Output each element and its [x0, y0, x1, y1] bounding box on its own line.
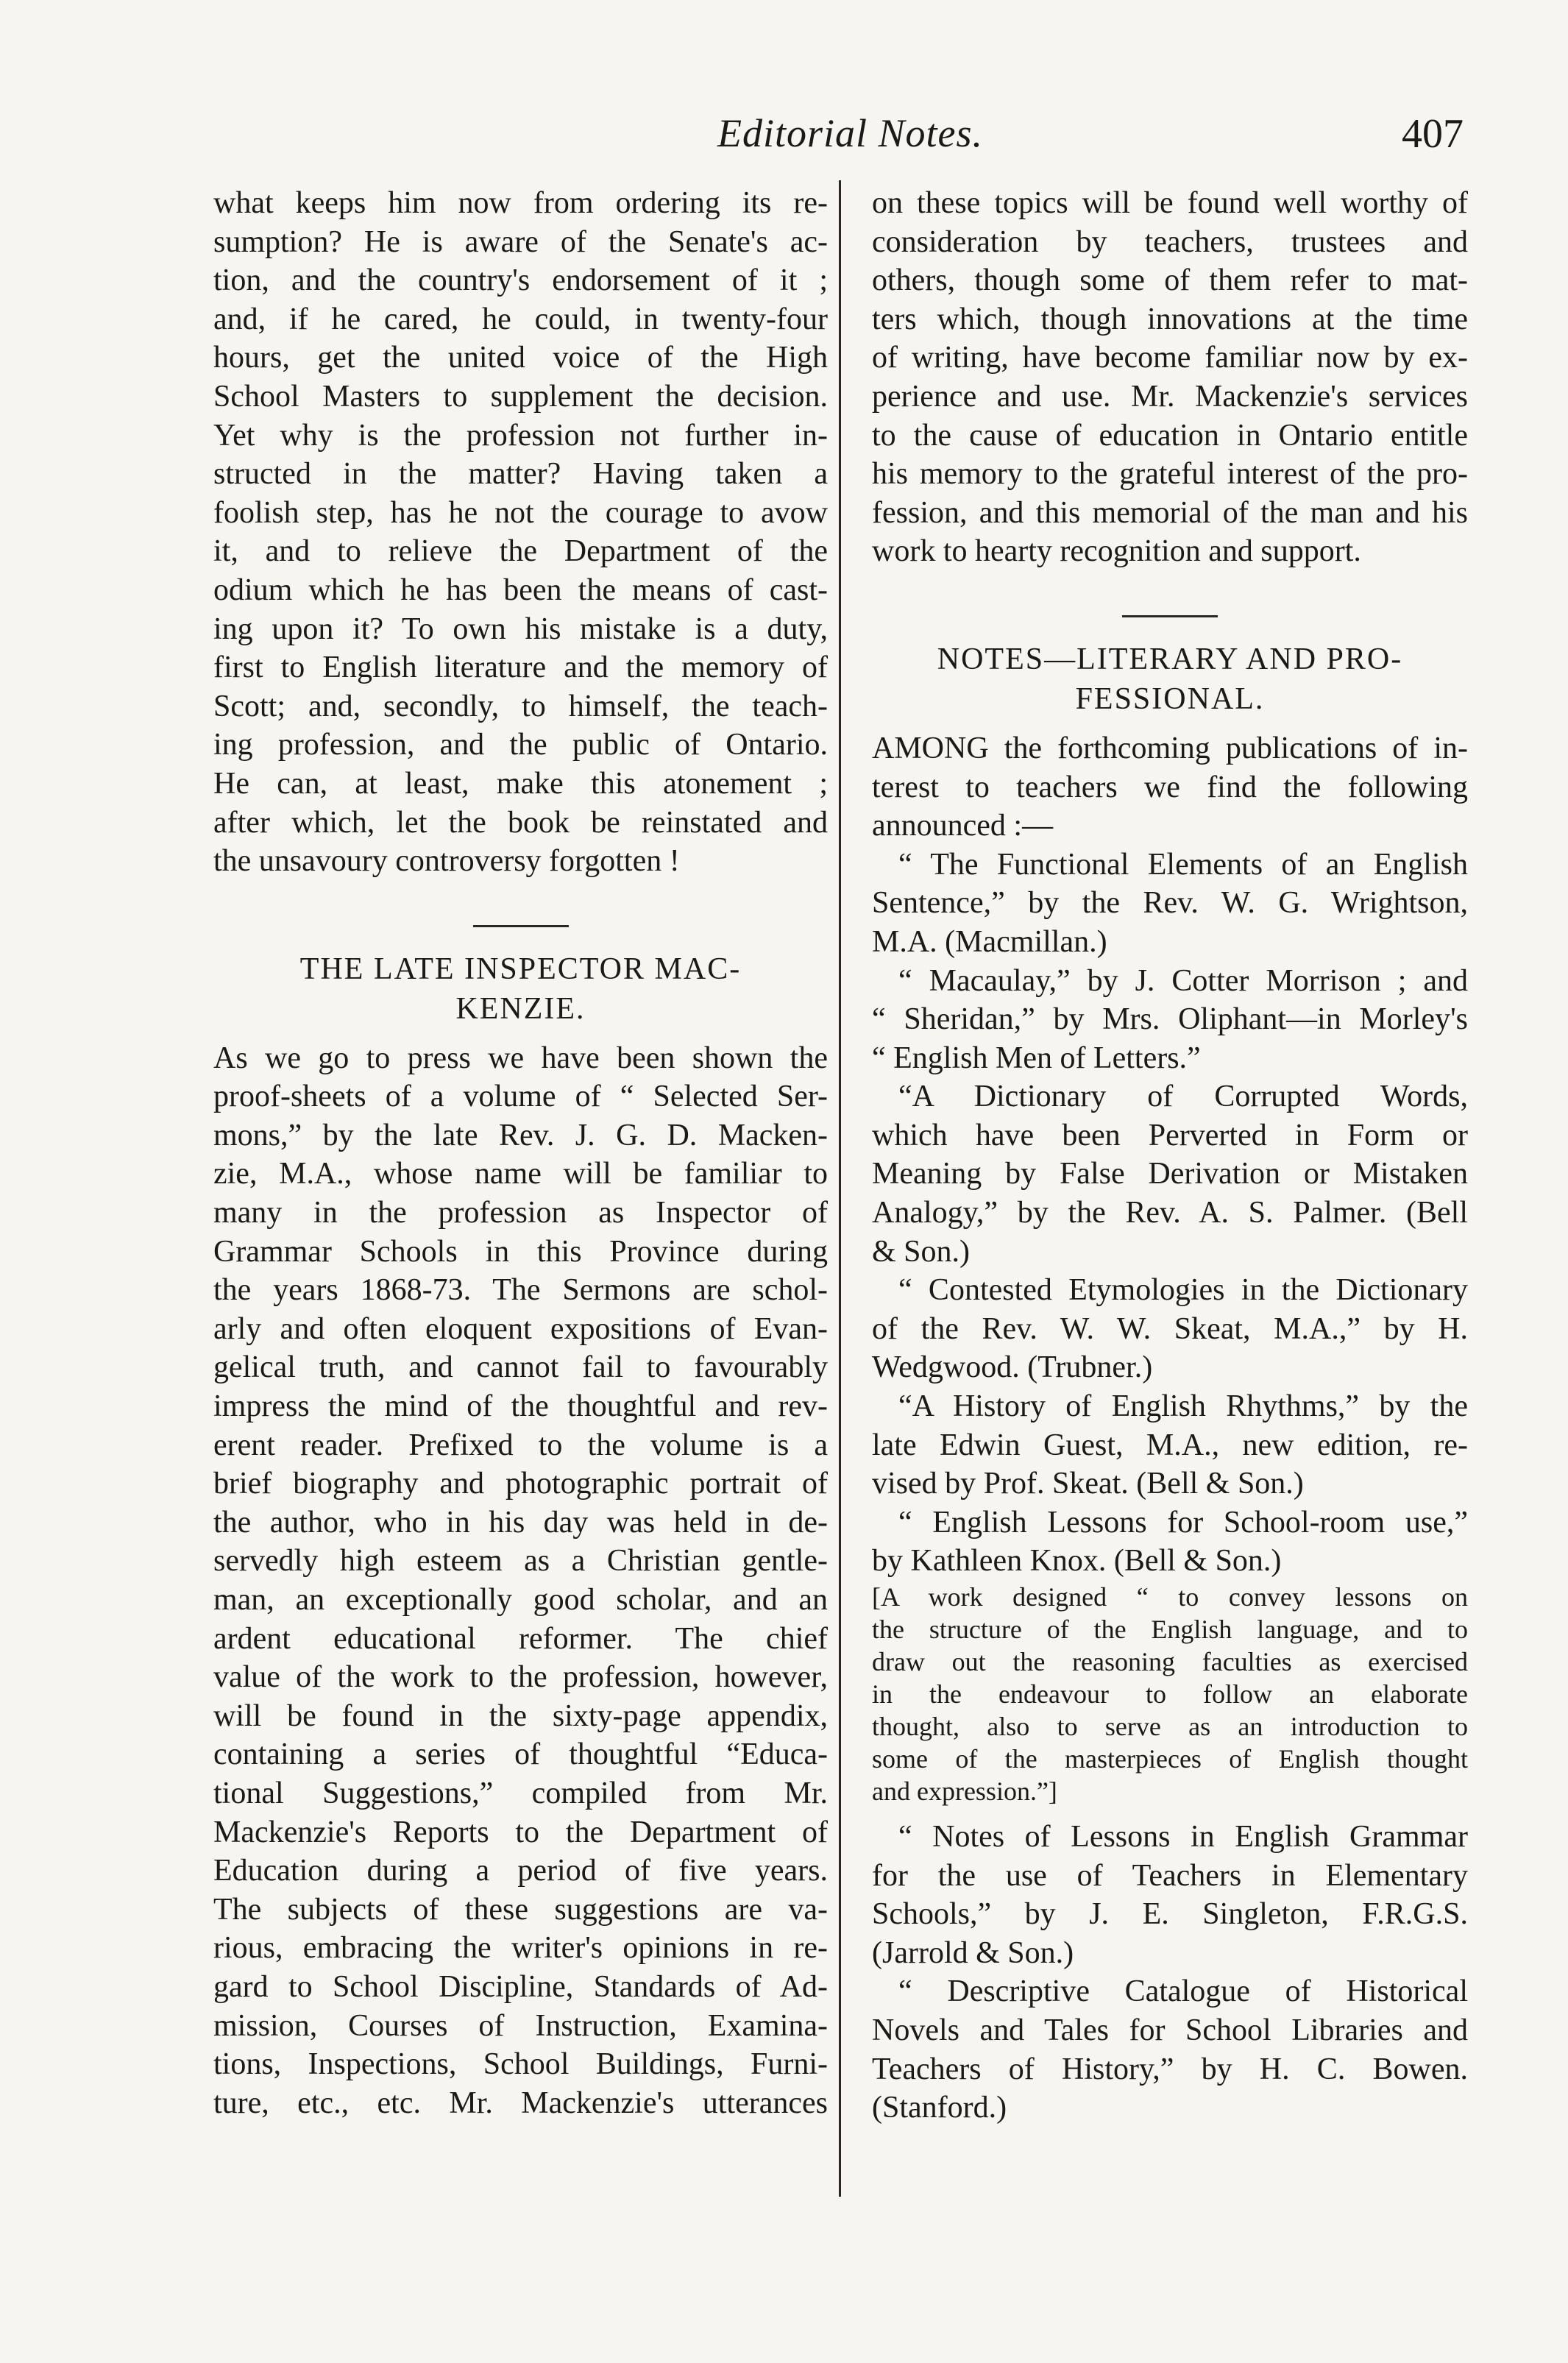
text-line: arly and often eloquent expositions of Evan-: [213, 1311, 828, 1346]
heading-line: FESSIONAL.: [1075, 681, 1265, 716]
text-line: [A work designed “ to convey lessons on: [872, 1582, 1468, 1612]
text-line: “ Contested Etymologies in the Dictionary: [898, 1273, 1468, 1308]
text-line: Grammar Schools in this Province during: [213, 1234, 828, 1269]
text-line: thought, also to serve as an introduction to: [872, 1712, 1468, 1741]
text-line: ing upon it? To own his mistake is a duty,: [213, 612, 828, 646]
publication-entry: [872, 962, 1468, 1078]
text-line: Novels and Tales for School Libraries and: [872, 2013, 1468, 2047]
text-line: on these topics will be found well worthy of: [872, 186, 1468, 220]
spacer: [872, 719, 1468, 729]
text-line: Teachers of History,” by H. C. Bowen.: [872, 2052, 1468, 2086]
text-line: of writing, have become familiar now by ex-: [872, 341, 1468, 375]
text-line: others, though some of them refer to mat-: [872, 263, 1468, 298]
text-line: “ Sheridan,” by Mrs. Oliphant—in Morley's: [872, 1002, 1468, 1037]
text-line: the years 1868-73. The Sermons are schol-: [213, 1273, 828, 1308]
text-line: mission, Courses of Instruction, Examina-: [213, 2008, 828, 2043]
text-line: Wedgwood. (Trubner.): [872, 1350, 1153, 1385]
text-line: ardent educational reformer. The chief: [213, 1621, 828, 1656]
text-line: “ Descriptive Catalogue of Historical: [898, 1974, 1468, 2009]
text-line: rious, embracing the writer's opinions in re-: [213, 1931, 828, 1966]
text-line: AMONG the forthcoming publications of in-: [872, 731, 1468, 765]
text-line: odium which he has been the means of cast-: [213, 573, 828, 607]
text-line: vised by Prof. Skeat. (Bell & Son.): [872, 1467, 1304, 1501]
text-line: fession, and this memorial of the man and his: [872, 495, 1468, 530]
page-number: 407: [1402, 111, 1464, 157]
right-column: [872, 184, 1468, 2128]
text-line: Analogy,” by the Rev. A. S. Palmer. (Bell: [872, 1196, 1468, 1230]
text-line: it, and to relieve the Department of the: [213, 534, 828, 569]
text-line: zie, M.A., whose name will be familiar to: [213, 1157, 828, 1191]
text-line: ture, etc., etc. Mr. Mackenzie's utterances: [213, 2086, 828, 2120]
text-line: Mackenzie's Reports to the Department of: [213, 1815, 828, 1849]
text-line: consideration by teachers, trustees and: [872, 224, 1468, 259]
text-line: M.A. (Macmillan.): [872, 924, 1107, 959]
heading-line: KENZIE.: [455, 991, 586, 1026]
text-line: will be found in the sixty-page appendix,: [213, 1698, 828, 1733]
text-line: in the endeavour to follow an elaborate: [872, 1679, 1468, 1709]
left-column: [213, 184, 828, 2122]
text-line: the author, who in his day was held in de-: [213, 1505, 828, 1540]
text-line: gelical truth, and cannot fail to favourably: [213, 1350, 828, 1385]
left-paragraph-1: [213, 184, 828, 881]
text-line: Education during a period of five years.: [213, 1854, 828, 1888]
text-line: Schools,” by J. E. Singleton, F.R.G.S.: [872, 1897, 1468, 1932]
text-line: “ Macaulay,” by J. Cotter Morrison ; and: [898, 963, 1468, 998]
section-heading-mackenzie: [213, 949, 828, 1029]
text-line: which have been Perverted in Form or: [872, 1118, 1468, 1152]
text-line: by Kathleen Knox. (Bell & Son.): [872, 1544, 1282, 1579]
text-line: tion, and the country's endorsement of it ;: [213, 263, 828, 298]
right-paragraph-1: [872, 184, 1468, 571]
spacer: [213, 1029, 828, 1039]
text-line: ters which, though innovations at the time: [872, 302, 1468, 336]
text-line: He can, at least, make this atonement ;: [213, 766, 828, 801]
publication-entry: [872, 846, 1468, 962]
publication-entry: [872, 1077, 1468, 1271]
intro-paragraph: [872, 729, 1468, 846]
text-line: announced :—: [872, 809, 1054, 843]
text-line: structed in the matter? Having taken a: [213, 457, 828, 492]
text-line: The subjects of these suggestions are va-: [213, 1892, 828, 1927]
text-line: Scott; and, secondly, to himself, the teach-: [213, 689, 828, 723]
publication-entry: [872, 1503, 1468, 1581]
text-line: sumption? He is aware of the Senate's ac-: [213, 224, 828, 259]
text-line: gard to School Discipline, Standards of Ad-: [213, 1969, 828, 2004]
section-separator: [1122, 615, 1218, 617]
text-line: perience and use. Mr. Mackenzie's services: [872, 379, 1468, 414]
text-line: work to hearty recognition and support.: [872, 534, 1361, 569]
text-line: mons,” by the late Rev. J. G. D. Macken-: [213, 1118, 828, 1152]
text-line: servedly high esteem as a Christian gentle-: [213, 1544, 828, 1579]
text-line: after which, let the book be reinstated and: [213, 805, 828, 840]
section-separator: [473, 925, 569, 927]
text-line: first to English literature and the memory of: [213, 651, 828, 685]
text-line: Sentence,” by the Rev. W. G. Wrightson,: [872, 886, 1468, 921]
text-line: tional Suggestions,” compiled from Mr.: [213, 1776, 828, 1810]
publication-entry: [872, 1271, 1468, 1387]
running-head: [0, 110, 1568, 169]
text-line: the structure of the English language, and to: [872, 1615, 1468, 1644]
text-line: proof-sheets of a volume of “ Selected Ser-: [213, 1080, 828, 1114]
text-line: late Edwin Guest, M.A., new edition, re-: [872, 1428, 1468, 1462]
heading-line: THE LATE INSPECTOR MAC-: [299, 952, 742, 986]
text-line: containing a series of thoughtful “Educa-: [213, 1737, 828, 1772]
text-line: “ The Functional Elements of an English: [898, 847, 1468, 882]
text-line: School Masters to supplement the decision.: [213, 379, 828, 414]
text-line: “ English Men of Letters.”: [872, 1041, 1201, 1075]
text-line: of the Rev. W. W. Skeat, M.A.,” by H.: [872, 1311, 1468, 1346]
text-line: terest to teachers we find the following: [872, 770, 1468, 804]
text-line: (Jarrold & Son.): [872, 1935, 1074, 1970]
text-line: & Son.): [872, 1234, 971, 1269]
text-line: “A Dictionary of Corrupted Words,: [898, 1080, 1468, 1114]
text-line: to the cause of education in Ontario entitle: [872, 418, 1468, 453]
text-line: the unsavoury controversy forgotten !: [213, 844, 680, 879]
text-line: “ English Lessons for School-room use,”: [898, 1505, 1468, 1540]
text-line: As we go to press we have been shown the: [213, 1041, 828, 1075]
text-line: value of the work to the profession, however,: [213, 1660, 828, 1695]
publication-entry: [872, 1387, 1468, 1503]
text-line: impress the mind of the thoughtful and rev-: [213, 1389, 828, 1424]
bracketed-note: [872, 1581, 1468, 1807]
text-line: what keeps him now from ordering its re-: [213, 186, 828, 220]
section-heading-notes: [872, 640, 1468, 719]
spacer: [872, 1807, 1468, 1818]
text-line: man, an exceptionally good scholar, and an: [213, 1583, 828, 1617]
text-line: for the use of Teachers in Elementary: [872, 1858, 1468, 1893]
text-line: draw out the reasoning faculties as exercised: [872, 1647, 1468, 1676]
text-line: and, if he cared, he could, in twenty-four: [213, 302, 828, 336]
text-line: ing profession, and the public of Ontario.: [213, 728, 828, 762]
column-divider: [839, 180, 841, 2197]
text-line: “A History of English Rhythms,” by the: [898, 1389, 1468, 1424]
text-line: his memory to the grateful interest of the pro-: [872, 457, 1468, 492]
text-line: “ Notes of Lessons in English Grammar: [898, 1820, 1468, 1854]
text-line: erent reader. Prefixed to the volume is a: [213, 1428, 828, 1462]
publication-entry: [872, 1972, 1468, 2127]
publication-entry: [872, 1818, 1468, 1972]
heading-line: NOTES—LITERARY AND PRO-: [937, 642, 1403, 676]
text-line: foolish step, has he not the courage to avow: [213, 495, 828, 530]
text-line: tions, Inspections, School Buildings, Furni-: [213, 2047, 828, 2082]
running-title: Editorial Notes.: [717, 111, 984, 155]
text-line: and expression.”]: [872, 1776, 1057, 1806]
left-paragraph-2: [213, 1039, 828, 2123]
text-line: (Stanford.): [872, 2091, 1007, 2125]
text-line: Meaning by False Derivation or Mistaken: [872, 1157, 1468, 1191]
text-line: hours, get the united voice of the High: [213, 341, 828, 375]
text-line: some of the masterpieces of English thought: [872, 1744, 1468, 1774]
text-line: many in the profession as Inspector of: [213, 1196, 828, 1230]
text-line: Yet why is the profession not further in-: [213, 418, 828, 453]
text-line: brief biography and photographic portrait of: [213, 1467, 828, 1501]
